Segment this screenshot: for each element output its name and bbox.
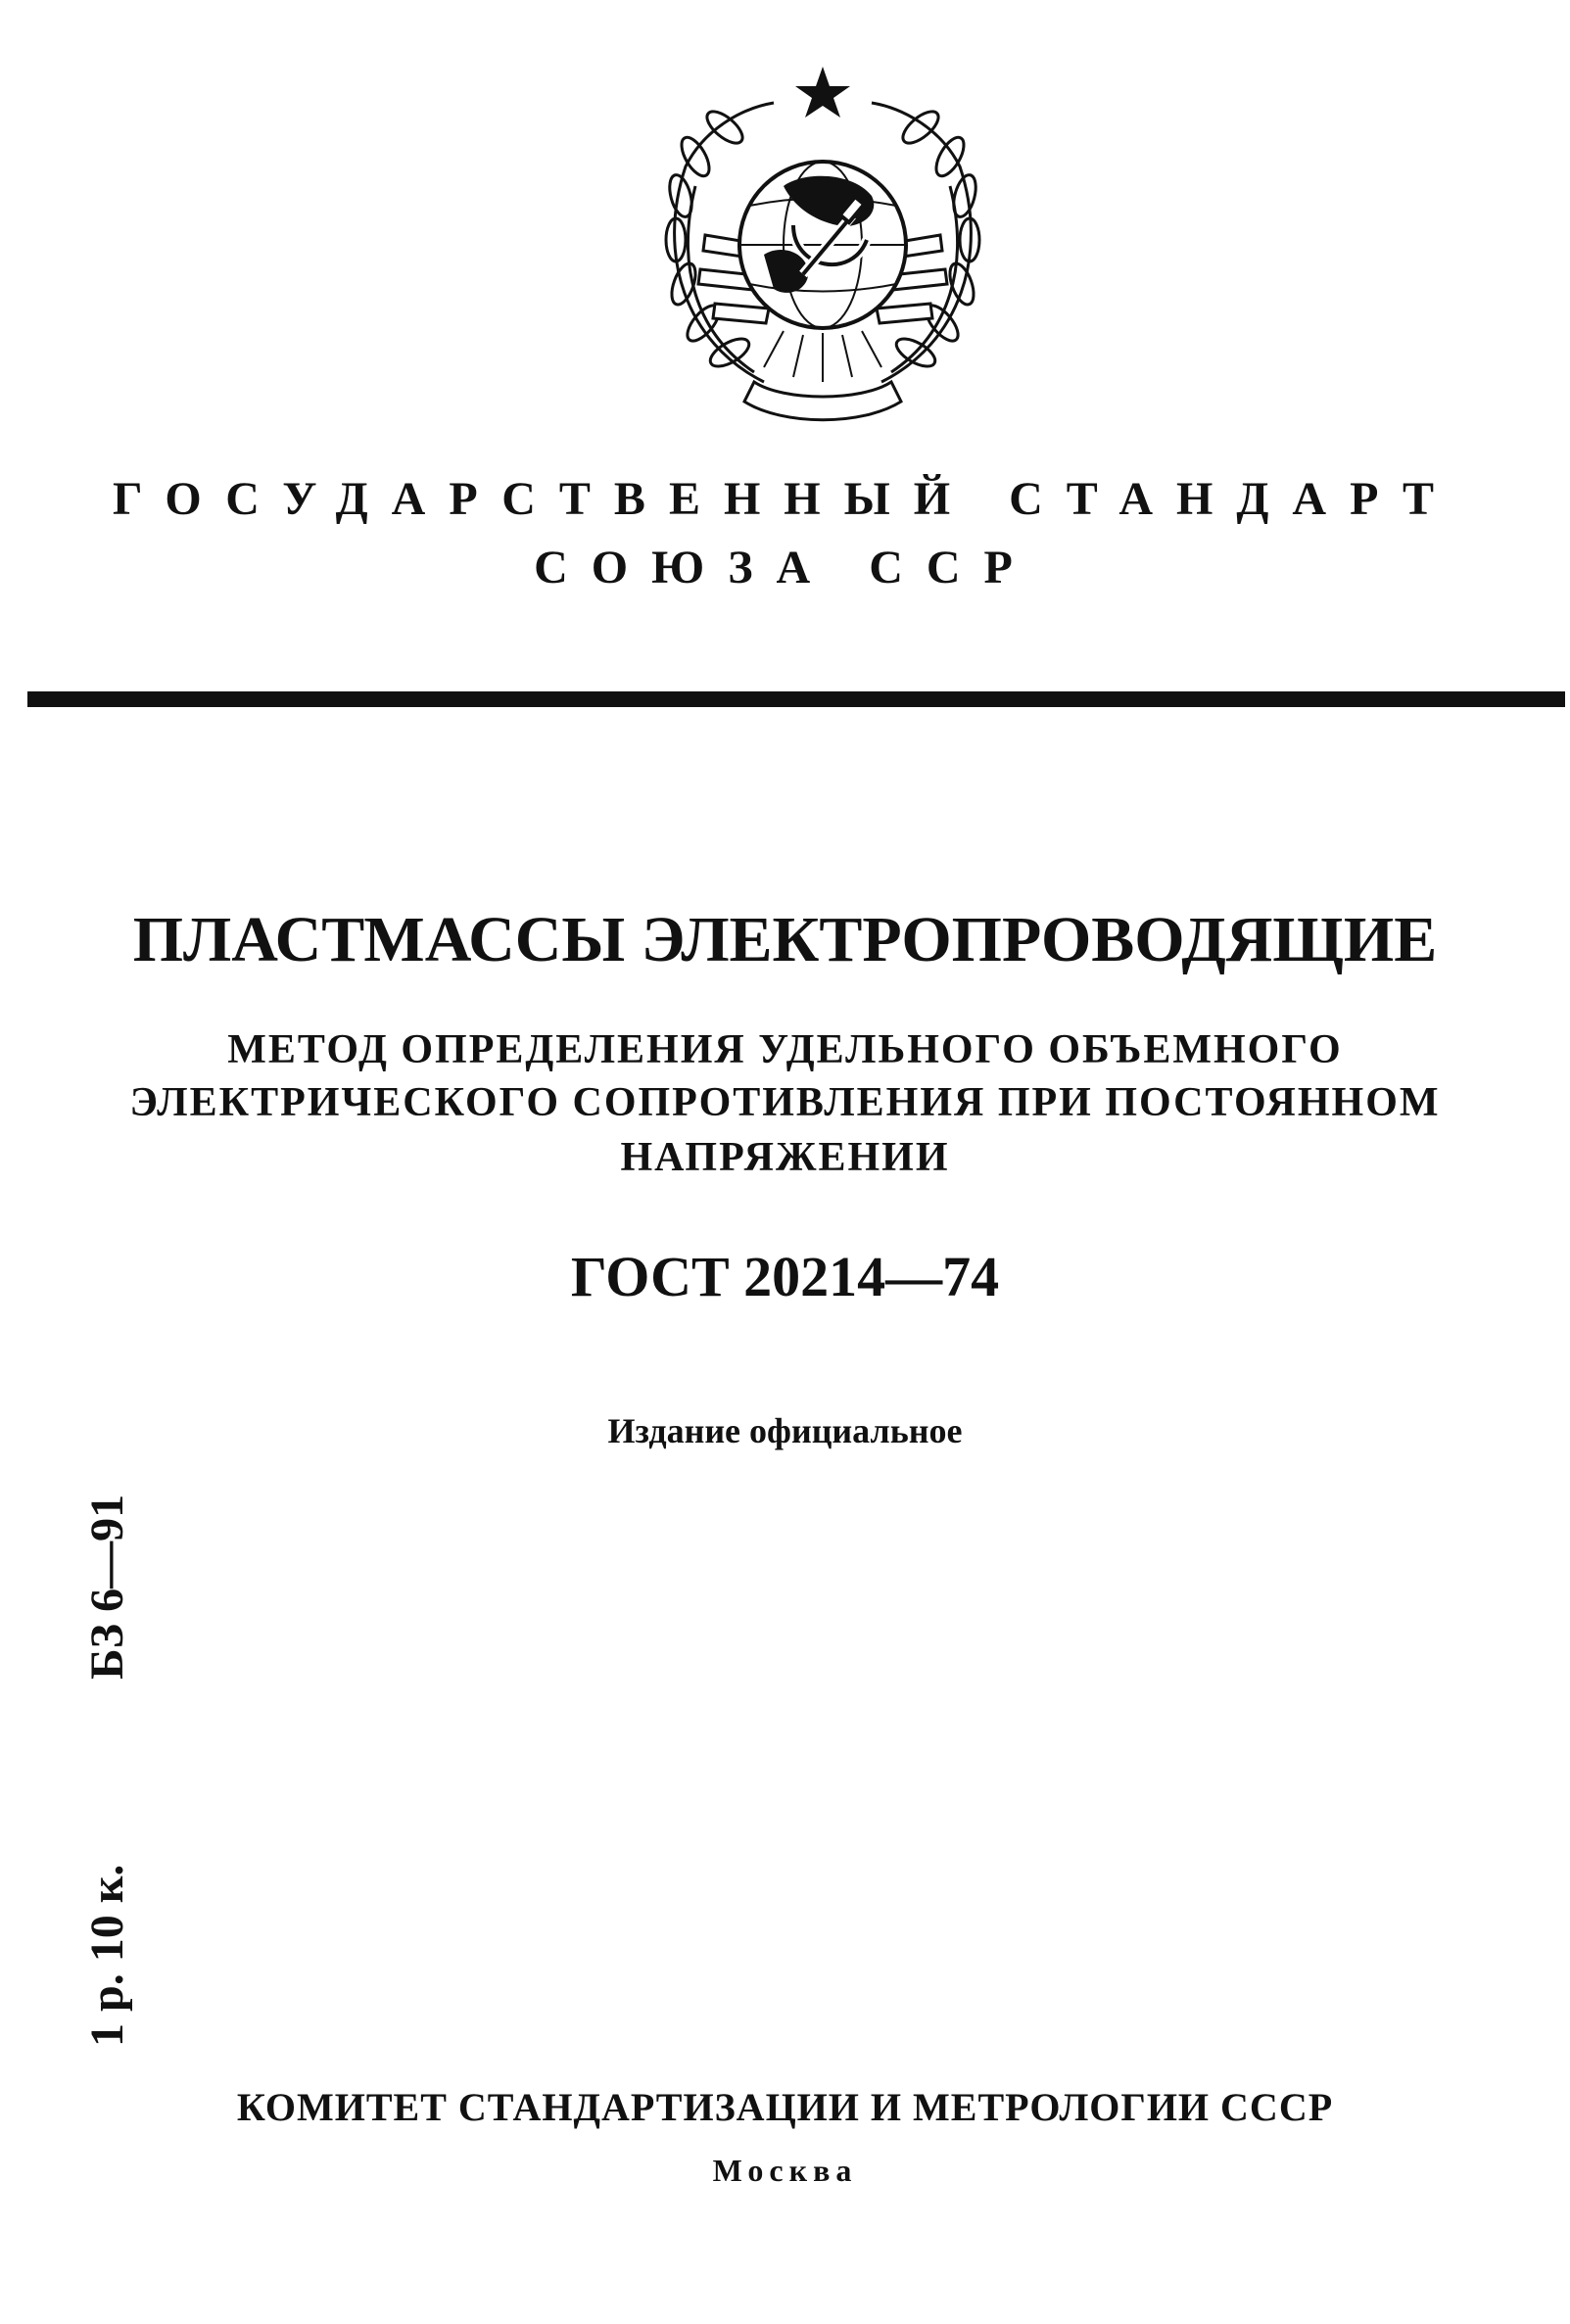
subtitle-line-3: НАПРЯЖЕНИИ [620, 1135, 950, 1180]
bz-code-label: БЗ 6—91 [81, 1494, 133, 1680]
standard-number: ГОСТ 20214—74 [570, 1245, 1000, 1308]
star-icon [795, 67, 850, 118]
price-label: 1 р. 10 к. [81, 1864, 133, 2047]
subtitle-line-1: МЕТОД ОПРЕДЕЛЕНИЯ УДЕЛЬНОГО ОБЪЕМНОГО [227, 1027, 1343, 1072]
state-emblem-icon [646, 59, 999, 451]
header-state-standard: ГОСУДАРСТВЕННЫЙ СТАНДАРТ [112, 473, 1457, 525]
divider-rule [27, 691, 1565, 707]
sun-rays-icon [764, 331, 881, 382]
document-title: ПЛАСТМАССЫ ЭЛЕКТРОПРОВОДЯЩИЕ [132, 904, 1438, 975]
publisher-name: КОМИТЕТ СТАНДАРТИЗАЦИИ И МЕТРОЛОГИИ СССР [236, 2085, 1334, 2129]
publisher-city: Москва [712, 2153, 858, 2188]
header-ussr: СОЮЗА ССР [534, 542, 1036, 593]
subtitle-line-2: ЭЛЕКТРИЧЕСКОГО СОПРОТИВЛЕНИЯ ПРИ ПОСТОЯННОМ [129, 1080, 1441, 1125]
edition-label: Издание официальное [607, 1411, 963, 1450]
